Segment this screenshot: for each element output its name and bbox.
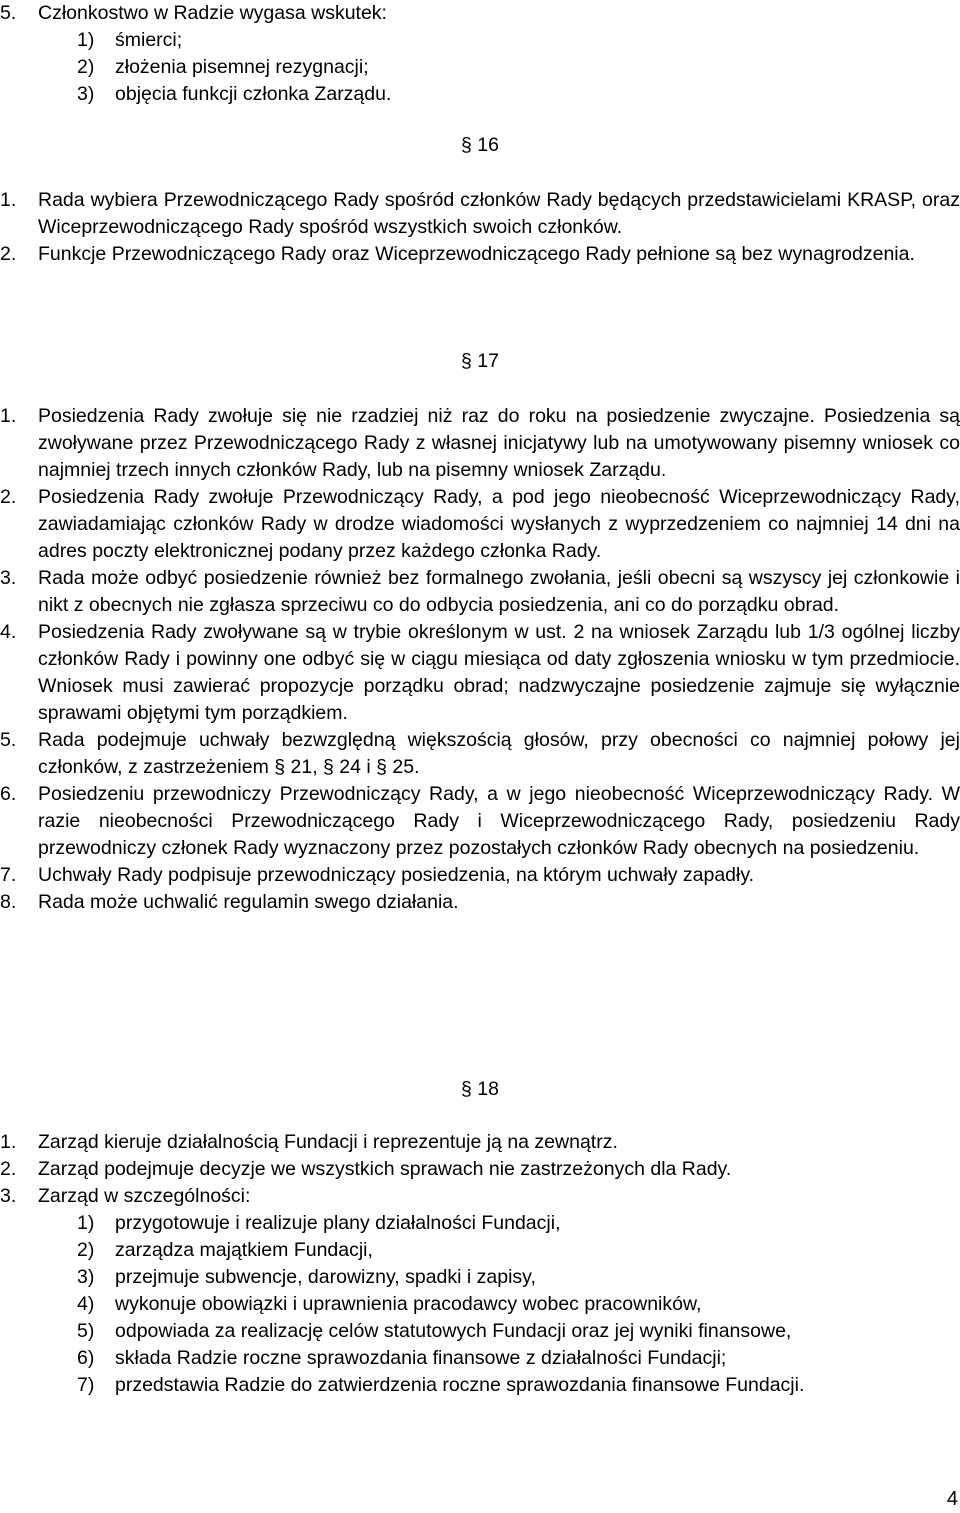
page-number: 4 bbox=[946, 1488, 958, 1510]
list-item bbox=[0, 484, 960, 565]
sub-list-item bbox=[0, 54, 960, 81]
subitem-number: 1) bbox=[77, 1212, 95, 1234]
section-17-heading: § 17 bbox=[461, 350, 499, 372]
list-item bbox=[0, 727, 960, 781]
item-text: Zarząd kieruje działalnością Fundacji i reprezentuje ją na zewnątrz. bbox=[38, 1131, 618, 1153]
item-number: 2. bbox=[0, 1158, 17, 1180]
subitem-number: 4) bbox=[77, 1293, 95, 1315]
item-text: Zarząd podejmuje decyzje we wszystkich sprawach nie zastrzeżonych dla Rady. bbox=[38, 1158, 732, 1180]
subitem-number: 2) bbox=[77, 1239, 95, 1261]
list-item bbox=[0, 862, 960, 889]
item-text: Posiedzenia Rady zwoływane są w trybie określonym w ust. 2 na wniosek Zarządu lub 1/3 ogólnej liczby członków Rady i powinny one odbyć się w ciągu miesiąca od daty zgłoszenia wniosku w tym przedmiocie. Wniosek musi zawierać propozycje porządku obrad; nadzwyczajne posiedzenie zajmuje się wyłącznie sprawami objętymi tym porządkiem. bbox=[38, 621, 960, 724]
item-text: Rada podejmuje uchwały bezwzględną większością głosów, przy obecności co najmniej połowy jej członków, z zastrzeżeniem § 21, § 24 i § 25. bbox=[38, 729, 960, 778]
sub-list-item bbox=[0, 81, 960, 108]
section-16-heading: § 16 bbox=[461, 134, 499, 156]
list-item bbox=[0, 1129, 960, 1156]
subitem-number: 2) bbox=[77, 56, 95, 78]
item-number: 5. bbox=[0, 2, 17, 24]
item-number: 3. bbox=[0, 1185, 17, 1207]
item-number: 7. bbox=[0, 864, 17, 886]
list-item bbox=[0, 781, 960, 862]
section-18-heading: § 18 bbox=[461, 1078, 499, 1100]
list-item bbox=[0, 619, 960, 727]
item-text: Funkcje Przewodniczącego Rady oraz Wiceprzewodniczącego Rady pełnione są bez wynagrodzenia. bbox=[38, 243, 915, 265]
item-text: Rada może uchwalić regulamin swego działania. bbox=[38, 891, 459, 913]
subitem-text: objęcia funkcji członka Zarządu. bbox=[115, 83, 392, 105]
subitem-text: przejmuje subwencje, darowizny, spadki i zapisy, bbox=[115, 1266, 536, 1288]
list-item bbox=[0, 403, 960, 484]
subitem-number: 6) bbox=[77, 1347, 95, 1369]
section-16-body bbox=[0, 187, 960, 268]
sub-list-item bbox=[0, 1318, 960, 1345]
subitem-text: odpowiada za realizację celów statutowych Fundacji oraz jej wyniki finansowe, bbox=[115, 1320, 792, 1342]
subitem-text: składa Radzie roczne sprawozdania finansowe z działalności Fundacji; bbox=[115, 1347, 727, 1369]
list-item bbox=[0, 1156, 960, 1183]
sub-list-item bbox=[0, 1237, 960, 1264]
sub-list-item bbox=[0, 1345, 960, 1372]
list-item bbox=[0, 889, 960, 916]
item-number: 1. bbox=[0, 405, 17, 427]
subitem-text: zarządza majątkiem Fundacji, bbox=[115, 1239, 373, 1261]
item-text: Posiedzenia Rady zwołuje Przewodniczący Rady, a pod jego nieobecność Wiceprzewodniczący Rady, zawiadamiając członków Rady w drodze wiadomości wysłanych z wyprzedzeniem co najmniej 14 dni na adres poczty elektronicznej podany przez każdego członka Rady. bbox=[38, 486, 960, 562]
item-text: Zarząd w szczególności: bbox=[38, 1185, 251, 1207]
sub-list-item bbox=[0, 1210, 960, 1237]
list-item bbox=[0, 565, 960, 619]
item-text: Członkostwo w Radzie wygasa wskutek: bbox=[38, 2, 387, 24]
subitem-number: 3) bbox=[77, 1266, 95, 1288]
membership-expiry-block bbox=[0, 0, 960, 108]
subitem-number: 3) bbox=[77, 83, 95, 105]
list-item bbox=[0, 1183, 960, 1210]
item-number: 1. bbox=[0, 189, 17, 211]
item-text: Rada wybiera Przewodniczącego Rady spośród członków Rady będących przedstawicielami KRASP, oraz Wiceprzewodniczącego Rady spośród wszystkich swoich członków. bbox=[38, 189, 960, 238]
subitem-number: 1) bbox=[77, 29, 95, 51]
item-text: Posiedzeniu przewodniczy Przewodniczący Rady, a w jego nieobecność Wiceprzewodniczący Rady. W razie nieobecności Przewodniczącego Rady i Wiceprzewodniczącego Rady, posiedzeniu Rady przewodniczy członek Rady wyznaczony przez pozostałych członków Rady obecnych na posiedzeniu. bbox=[38, 783, 960, 859]
sub-list-item bbox=[0, 1291, 960, 1318]
item-text: Posiedzenia Rady zwołuje się nie rzadziej niż raz do roku na posiedzenie zwyczajne. Posiedzenia są zwoływane przez Przewodniczącego Rady z własnej inicjatywy lub na umotywowany pisemny wniosek co najmniej trzech innych członków Rady, lub na pisemny wniosek Zarządu. bbox=[38, 405, 960, 481]
subitem-text: złożenia pisemnej rezygnacji; bbox=[115, 56, 369, 78]
item-number: 8. bbox=[0, 891, 17, 913]
subitem-text: śmierci; bbox=[115, 29, 183, 51]
subitem-text: przygotowuje i realizuje plany działalności Fundacji, bbox=[115, 1212, 561, 1234]
item-number: 1. bbox=[0, 1131, 17, 1153]
item-number: 2. bbox=[0, 486, 17, 508]
item-number: 4. bbox=[0, 621, 17, 643]
item-number: 2. bbox=[0, 243, 17, 265]
sub-list-item bbox=[0, 1372, 960, 1399]
item-number: 6. bbox=[0, 783, 17, 805]
item-number: 3. bbox=[0, 567, 17, 589]
subitem-text: wykonuje obowiązki i uprawnienia pracodawcy wobec pracowników, bbox=[115, 1293, 702, 1315]
item-number: 5. bbox=[0, 729, 17, 751]
subitem-number: 5) bbox=[77, 1320, 95, 1342]
list-item bbox=[0, 187, 960, 241]
subitem-number: 7) bbox=[77, 1374, 95, 1396]
subitem-text: przedstawia Radzie do zatwierdzenia roczne sprawozdania finansowe Fundacji. bbox=[115, 1374, 805, 1396]
section-18-body bbox=[0, 1129, 960, 1399]
item-text: Rada może odbyć posiedzenie również bez formalnego zwołania, jeśli obecni są wszyscy jej członkowie i nikt z obecnych nie zgłasza sprzeciwu co do odbycia posiedzenia, ani co do porządku obrad. bbox=[38, 567, 960, 616]
section-17-body bbox=[0, 403, 960, 916]
list-item bbox=[0, 241, 960, 268]
list-item bbox=[0, 0, 960, 27]
item-text: Uchwały Rady podpisuje przewodniczący posiedzenia, na którym uchwały zapadły. bbox=[38, 864, 755, 886]
sub-list-item bbox=[0, 1264, 960, 1291]
sub-list-item bbox=[0, 27, 960, 54]
